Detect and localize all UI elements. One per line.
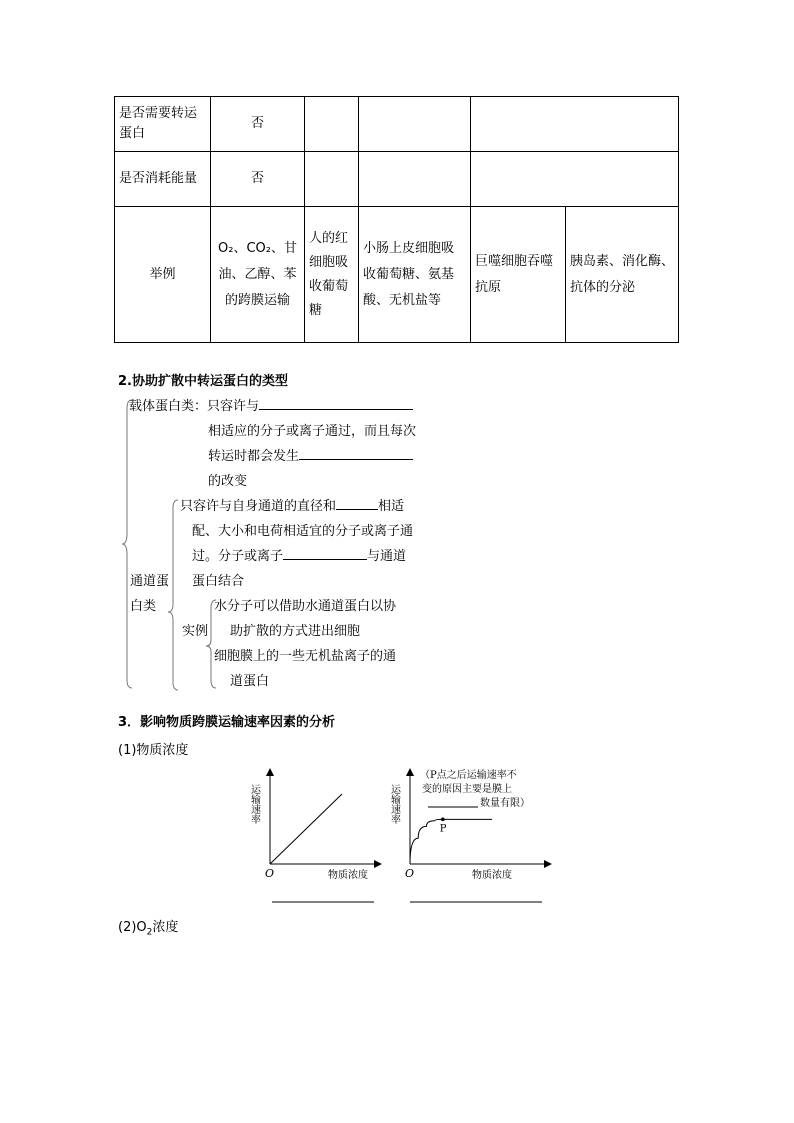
cell-empty (305, 97, 359, 152)
data-series-line (270, 794, 342, 864)
cell-empty (359, 97, 471, 152)
subsection-2-subscript: 2 (146, 927, 153, 938)
cell-free-diffusion: 否 (211, 152, 305, 207)
cell-empty (305, 152, 359, 207)
cell-example-facilitated-diffusion: 人的红细胞吸收葡萄糖 (305, 207, 359, 343)
channel-line-2: 配、大小和电荷相适宜的分子或离子通 (192, 524, 414, 539)
cell-example-endocytosis: 巨噬细胞吞噬抗原 (471, 207, 566, 343)
point-p-marker (441, 818, 445, 822)
subsection-1-title: (1)物质浓度 (118, 743, 189, 758)
cell-free-diffusion: 否 (211, 97, 305, 152)
row-label-energy: 是否消耗能量 (115, 152, 211, 207)
annotation-line-2: 变的原因主要是膜上 (422, 784, 512, 795)
point-p-label: P (439, 823, 447, 835)
data-series-curve (410, 819, 492, 864)
carrier-protein-label: 载体蛋白类： (129, 399, 208, 414)
answer-blank (259, 395, 413, 410)
carrier-line-1: 只容许与 (207, 399, 260, 414)
comparison-table (114, 96, 679, 343)
row-label-example: 举例 (115, 207, 211, 343)
y-axis-label: 运输速率 (388, 784, 400, 824)
example-label: 实例 (182, 624, 209, 639)
channel-line-3b: 与通道 (367, 549, 407, 564)
cell-empty (471, 97, 679, 152)
carrier-line-4: 的改变 (208, 474, 248, 489)
example-line-1: 水分子可以借助水通道蛋白以协 (214, 599, 397, 614)
cell-example-free-diffusion: O₂、CO₂、甘油、乙醇、苯的跨膜运输 (211, 207, 305, 343)
table-row (115, 207, 679, 343)
y-axis-label: 运输速率 (248, 784, 260, 824)
graph-saturation (390, 764, 560, 909)
subsection-2-title (118, 916, 178, 938)
annotation-line-1: （P点之后运输速率不 (420, 770, 517, 781)
origin-label: O (265, 867, 275, 880)
section-2-title: 2.协助扩散中转运蛋白的类型 (118, 374, 288, 389)
cell-empty (359, 152, 471, 207)
subsection-2-suffix: 浓度 (152, 920, 179, 935)
channel-protein-label-1: 通道蛋 (130, 574, 170, 589)
graph-linear (250, 768, 390, 908)
x-axis-label: 物质浓度 (472, 870, 512, 881)
channel-line-3a: 过。分子或离子 (192, 549, 284, 564)
example-line-2: 助扩散的方式进出细胞 (230, 624, 361, 639)
x-axis-label: 物质浓度 (328, 870, 368, 881)
cell-example-active-transport: 小肠上皮细胞吸收葡萄糖、氨基酸、无机盐等 (359, 207, 471, 343)
annotation-line-3: 数量有限） (480, 798, 530, 809)
channel-protein-label-2: 白类 (130, 599, 157, 614)
answer-blank (283, 545, 367, 560)
table-row (115, 152, 679, 207)
answer-blank (336, 495, 378, 510)
cell-empty (471, 152, 679, 207)
row-label-transport-protein: 是否需要转运蛋白 (115, 97, 211, 152)
channel-line-4: 蛋白结合 (192, 574, 245, 589)
channel-line-1a: 只容许与自身通道的直径和 (180, 499, 337, 514)
carrier-line-2: 相适应的分子或离子通过，而且每次 (208, 424, 417, 439)
answer-blank (299, 445, 413, 460)
channel-line-1b: 相适 (378, 499, 405, 514)
section-3-title: 3．影响物质跨膜运输速率因素的分析 (118, 715, 336, 730)
carrier-line-3: 转运时都会发生 (208, 449, 300, 464)
origin-label: O (405, 867, 415, 880)
example-line-3: 细胞膜上的一些无机盐离子的通 (214, 649, 397, 664)
example-line-4: 道蛋白 (230, 674, 270, 689)
subsection-2-prefix: (2)O (118, 920, 147, 935)
cell-example-exocytosis: 胰岛素、消化酶、抗体的分泌 (566, 207, 679, 343)
table-row (115, 97, 679, 152)
